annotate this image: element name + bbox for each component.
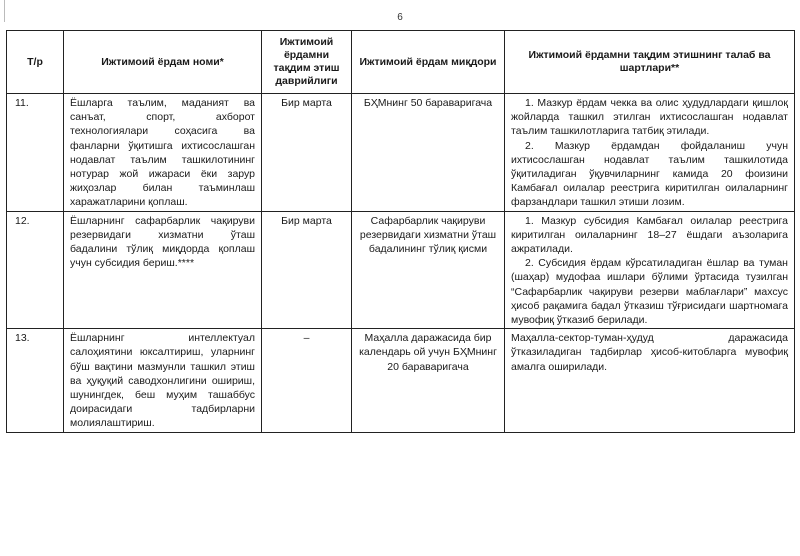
table-header-row <box>7 31 795 94</box>
table-row <box>7 329 795 432</box>
row-number: 11. <box>7 94 64 212</box>
row-period: Бир марта <box>262 211 352 329</box>
row-amount: Маҳалла даражасида бир календарь ой учун БҲМнинг 20 бараваригача <box>352 329 505 432</box>
header-name: Ижтимоий ёрдам номи* <box>64 31 262 94</box>
header-number: Т/р <box>7 31 64 94</box>
row-requirements <box>505 329 795 432</box>
row-requirements <box>505 211 795 329</box>
row-name: Ёшларнинг интеллектуал салоҳиятини юксалтириш, уларнинг бўш вақтини мазмунли ташкил этиш ва ҳуқуқий саводхонлигини ошириш, шунингдек, беш муҳим ташаббус доирасидаги тадбирларни молиялаштириш. <box>64 329 262 432</box>
table-row <box>7 94 795 212</box>
requirement-item: 1. Мазкур субсидия Камбағал оилалар реестрига киритилган оилаларнинг 18–27 ёшдаги аъзоларига ажратилади. <box>511 214 788 256</box>
requirement-item: 1. Мазкур ёрдам чекка ва олис ҳудудлардаги қишлоқ жойларда ташкил этилган ихтисослашган нодавлат таълим ташкилотларига татбиқ этилади. <box>511 97 788 138</box>
row-period: Бир марта <box>262 94 352 212</box>
header-amount: Ижтимоий ёрдам миқдори <box>352 31 505 94</box>
row-period: – <box>262 329 352 432</box>
requirement-item: Маҳалла-сектор-туман-ҳудуд даражасида ўтказиладиган тадбирлар ҳисоб-китобларга мувофиқ амалга оширилади. <box>511 332 788 373</box>
table-row <box>7 211 795 329</box>
header-period: Ижтимоий ёрдамни тақдим этиш даврийлиги <box>262 31 352 94</box>
row-requirements <box>505 94 795 212</box>
requirement-item: 2. Мазкур ёрдамдан фойдаланиш учун ихтисослашган нодавлат таълим ташкилотида ўқитиладиган ўқувчиларнинг камида 20 фоизини Камбағал оилалар реестрига киритилган оилаларнинг фарзандлари ташкил этиши лозим. <box>511 139 788 209</box>
social-assistance-table <box>6 30 795 433</box>
row-amount: Сафарбарлик чақируви резервидаги хизматни ўташ бадалининг тўлиқ қисми <box>352 211 505 329</box>
row-number: 12. <box>7 211 64 329</box>
row-number: 13. <box>7 329 64 432</box>
requirement-item: 2. Субсидия ёрдам кўрсатиладиган ёшлар ва туман (шаҳар) мудофаа ишлари бўлими ўртасида тузилган “Сафарбарлик чақируви резерви маблағлари” махсус ҳисоб рақамига бадал ўтказиш тўғрисидаги шартномага мувофиқ ўтказиб берилади. <box>511 257 788 327</box>
page-number: 6 <box>397 12 403 23</box>
row-name: Ёшларнинг сафарбарлик чақируви резервидаги хизматни ўташ бадалини тўлиқ миқдорда қоплаш учун субсидия бериш.**** <box>64 211 262 329</box>
row-amount: БҲМнинг 50 бараваригача <box>352 94 505 212</box>
header-requirements: Ижтимоий ёрдамни тақдим этишнинг талаб ва шартлари** <box>505 31 795 94</box>
row-name: Ёшларга таълим, маданият ва санъат, спорт, ахборот технологиялари соҳасига ва фанларни ўқитишга ихтисослашган нодавлат таълим ташкилотининг нотурар жой ижараси ёки зарур жиҳозлар билан таъминлаш харажатларини қоплаш. <box>64 94 262 212</box>
